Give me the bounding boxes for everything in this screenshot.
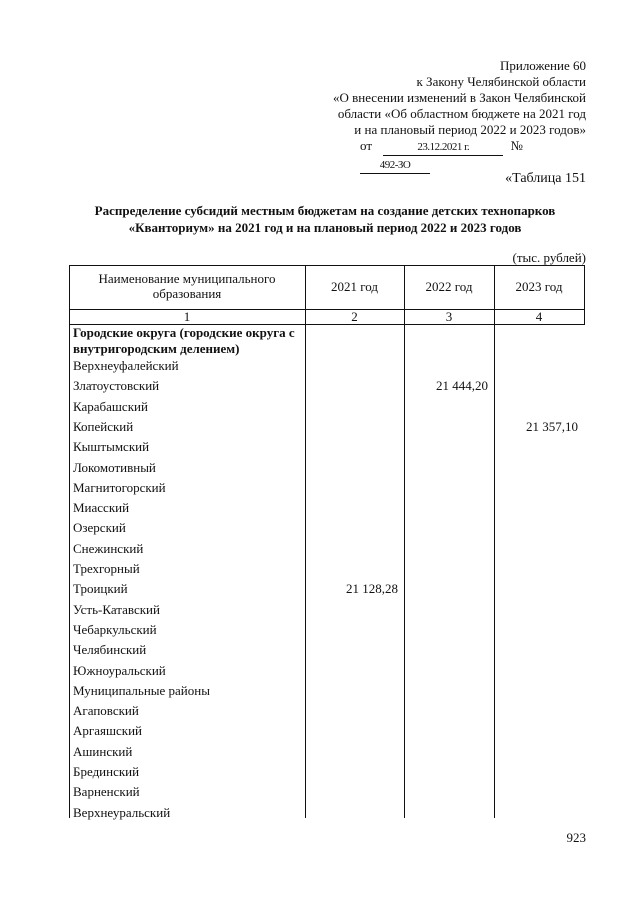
table-row-name: Локомотивный: [73, 459, 156, 475]
table-row-name: Магнитогорский: [73, 479, 166, 495]
table-row-name: Агаповский: [73, 703, 139, 719]
col-divider-1: [305, 265, 306, 818]
from-label: от: [360, 138, 373, 153]
law-title-line-2: области «Об областном бюджете на 2021 год: [337, 106, 586, 121]
table-row-name: Варненский: [73, 784, 140, 800]
page-number: 923: [566, 830, 586, 845]
col-divider-3: [494, 265, 495, 818]
table-cell-y2023: 21 357,10: [526, 418, 578, 434]
law-number: 492-ЗО: [360, 157, 430, 174]
table-row-name: Снежинский: [73, 540, 144, 556]
table-border-top: [69, 265, 585, 266]
table-row-name: Чебаркульский: [73, 621, 157, 637]
page-title: Распределение субсидий местным бюджетам на создание детских технопарков «Кванториум» на 2021 год и на плановый период 2022 и 2023 годов: [94, 203, 556, 235]
header-name: Наименование муниципального образования: [98, 271, 276, 301]
table-row-name: Кыштымский: [73, 439, 150, 455]
table-border-right: [584, 265, 585, 325]
table-row-name: Муниципальные районы: [73, 682, 210, 698]
table-row-name: Брединский: [73, 764, 140, 779]
table-row-name: Миасский: [73, 500, 130, 516]
col-num-4: 4: [535, 309, 543, 324]
law-title-line-1: «О внесении изменений в Закон Челябинской: [332, 90, 586, 105]
table-row-name: Троицкий: [73, 581, 128, 597]
table-row-name: Верхнеуфалейский: [73, 358, 179, 373]
table-label: «Таблица 151: [505, 171, 586, 186]
table-row-name: Южноуральский: [73, 662, 166, 678]
header-2022: 2022 год: [425, 279, 473, 294]
table-row-name: Карабашский: [73, 398, 148, 414]
header-2023: 2023 год: [515, 279, 563, 294]
table-border-left: [69, 265, 70, 818]
table-cell-y2022: 21 444,20: [436, 378, 488, 394]
table-row-name: Копейский: [73, 418, 134, 434]
law-date: 23.12.2021 г.: [383, 139, 503, 156]
law-title-line-3: и на плановый период 2022 и 2023 годов»: [354, 122, 586, 137]
table-row-name: Златоустовский: [73, 378, 160, 394]
table-row-name: Усть-Катавский: [73, 601, 160, 617]
appendix-number: Приложение 60: [499, 58, 586, 73]
header-2021: 2021 год: [331, 279, 378, 294]
table-row-name: Трехгорный: [73, 561, 140, 576]
table-cell-y2021: 21 128,28: [346, 581, 398, 597]
col-num-1: 1: [183, 309, 191, 324]
table-row-name: Аргаяшский: [73, 723, 142, 739]
subsidy-table: [69, 265, 585, 818]
col-divider-2: [404, 265, 405, 818]
group-header-urban: Городские округа (городские округа с внутригородским делением): [73, 325, 295, 356]
table-row-name: Верхнеуральский: [73, 804, 171, 820]
law-reference: к Закону Челябинской области: [416, 74, 586, 89]
col-num-3: 3: [445, 309, 453, 324]
number-label: №: [510, 138, 523, 153]
table-row-name: Озерский: [73, 520, 126, 536]
table-row-name: Челябинский: [73, 642, 147, 658]
table-row-name: Ашинский: [73, 743, 133, 759]
law-date-line: [360, 138, 590, 174]
col-num-2: 2: [351, 309, 358, 324]
unit-label: (тыс. рублей): [512, 250, 586, 265]
